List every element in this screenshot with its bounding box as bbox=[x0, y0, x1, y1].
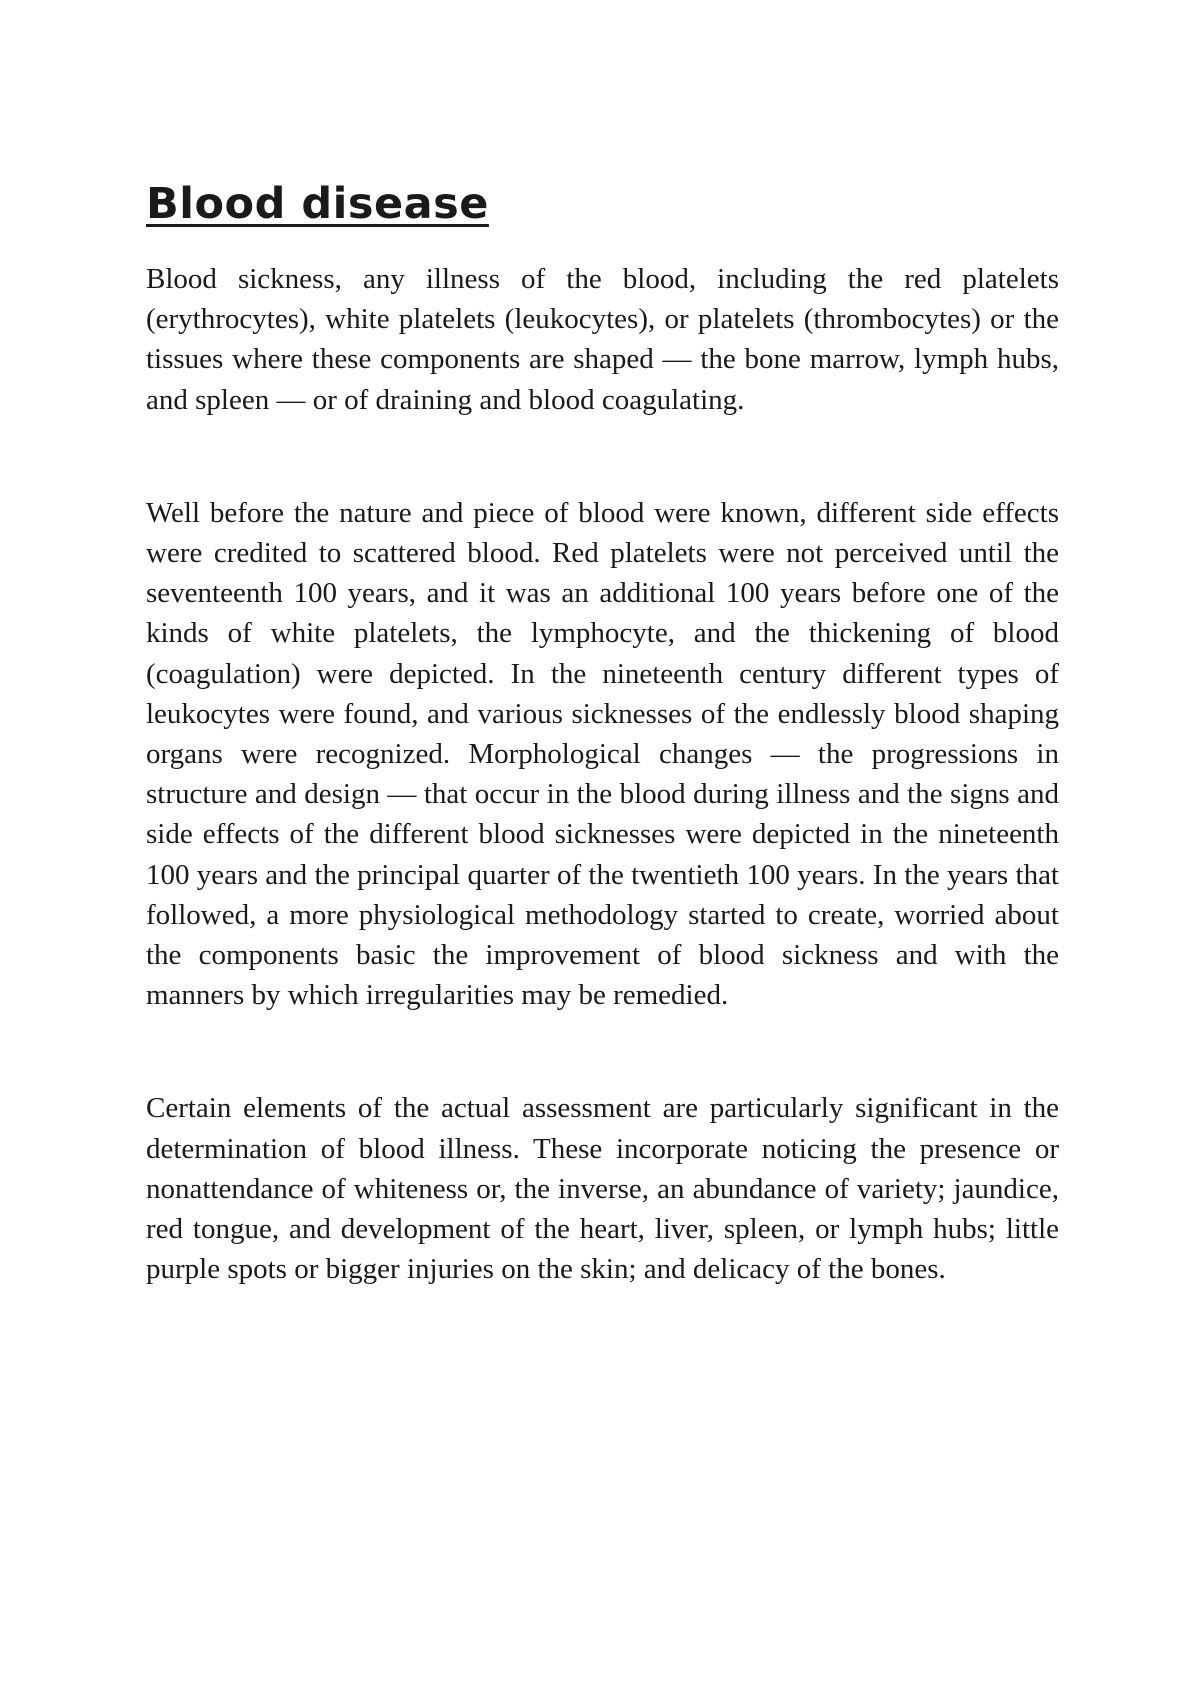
document-title: Blood disease bbox=[146, 179, 489, 229]
document-page bbox=[146, 178, 1059, 1289]
paragraph-history: Well before the nature and piece of blood were known, different side effects were credited to scattered blood. Red platelets were not perceived until the seventeenth 100 years, and it was an additional 100 years before one of the kinds of white platelets, the lymphocyte, and the thickening of blood (coagulation) were depicted. In the nineteenth century different types of leukocytes were found, and various sicknesses of the endlessly blood shaping organs were recognized. Morphological changes — the progressions in structure and design — that occur in the blood during illness and the signs and side effects of the different blood sicknesses were depicted in the nineteenth 100 years and the principal quarter of the twentieth 100 years. In the years that followed, a more physiological methodology started to create, worried about the components basic the improvement of blood sickness and with the manners by which irregularities may be remedied. bbox=[146, 496, 1059, 1012]
paragraph-assessment: Certain elements of the actual assessment are particularly significant in the determination of blood illness. These incorporate noticing the presence or nonattendance of whiteness or, the inverse, an abundance of variety; jaundice, red tongue, and development of the heart, liver, spleen, or lymph hubs; little purple spots or bigger injuries on the skin; and delicacy of the bones. bbox=[146, 1092, 1059, 1286]
paragraph-definition: Blood sickness, any illness of the blood, including the red platelets (erythrocytes), white platelets (leukocytes), or platelets (thrombocytes) or the tissues where these components are shaped — the bone marrow, lymph hubs, and spleen — or of draining and blood coagulating. bbox=[146, 263, 1059, 416]
